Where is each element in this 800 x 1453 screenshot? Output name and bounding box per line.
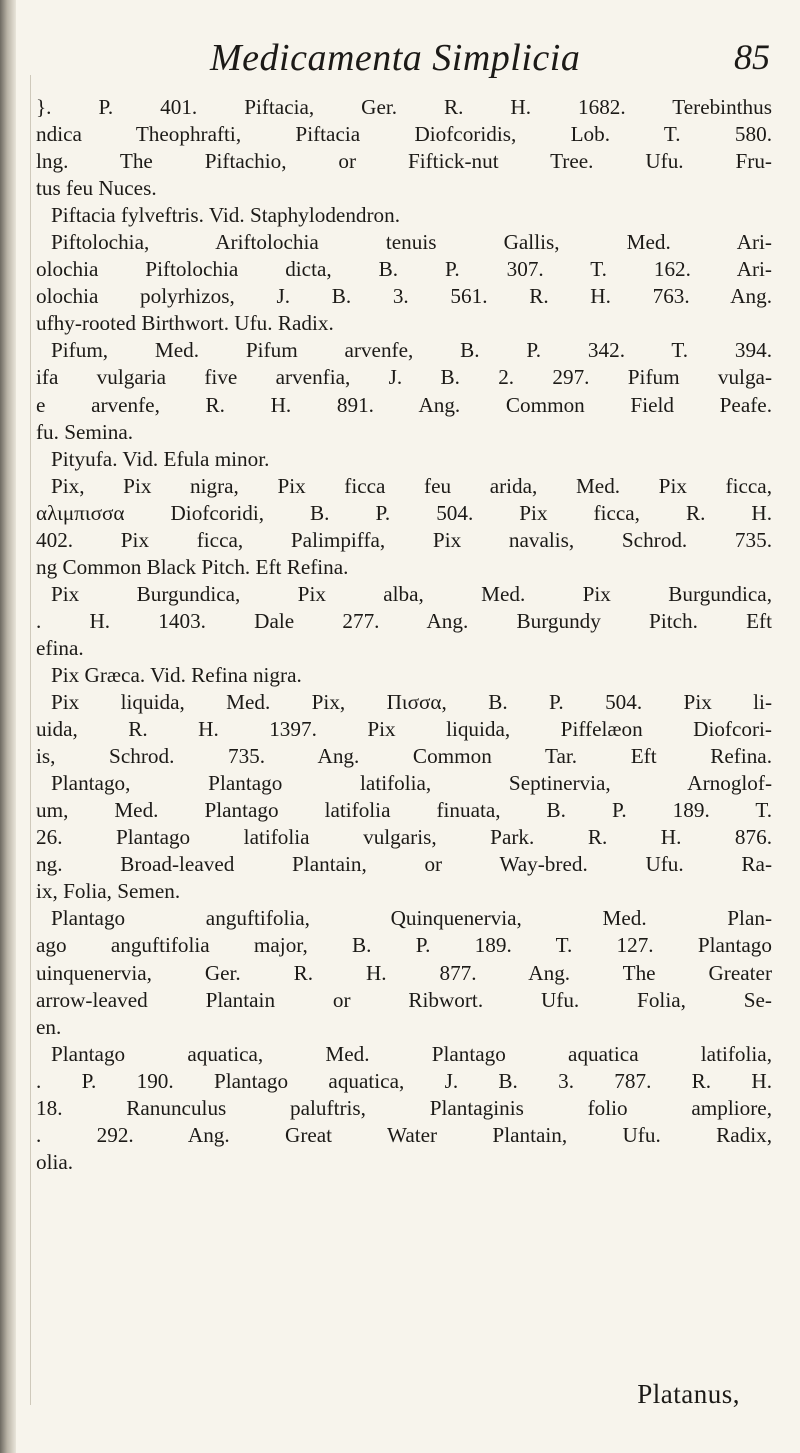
body-text bbox=[36, 94, 772, 1176]
text-line: uida, R. H. 1397. Pix liquida, Piffelæon Diofcori- bbox=[36, 717, 772, 742]
text-line: fu. Semina. bbox=[36, 419, 134, 444]
text-line: um, Med. Plantago latifolia finuata, B. P. 189. T. bbox=[36, 798, 772, 823]
text-line: ifa vulgaria five arvenfia, J. B. 2. 297. Pifum vulga- bbox=[36, 365, 772, 390]
text-line: Pix, Pix nigra, Pix ficca feu arida, Med. Pix ficca, bbox=[51, 473, 772, 498]
page-header bbox=[210, 36, 770, 86]
running-title: Medicamenta Simplicia bbox=[210, 37, 581, 79]
text-line: efina. bbox=[36, 635, 84, 660]
text-line: arrow-leaved Plantain or Ribwort. Ufu. Folia, Se- bbox=[36, 987, 772, 1012]
text-line: en. bbox=[36, 1014, 62, 1039]
text-line: Pifum, Med. Pifum arvenfe, B. P. 342. T. 394. bbox=[51, 338, 772, 363]
text-line: 26. Plantago latifolia vulgaris, Park. R. H. 876. bbox=[36, 825, 772, 850]
text-line: 402. Pix ficca, Palimpiffa, Pix navalis, Schrod. 735. bbox=[36, 527, 772, 552]
text-line: olochia polyrhizos, J. B. 3. 561. R. H. 763. Ang. bbox=[36, 284, 772, 309]
page-number: 85 bbox=[734, 37, 770, 77]
text-line: Piftolochia, Ariftolochia tenuis Gallis, Med. Ari- bbox=[51, 230, 772, 255]
text-line: Pityufa. Vid. Efula minor. bbox=[51, 446, 270, 471]
text-line: . H. 1403. Dale 277. Ang. Burgundy Pitch. Eft bbox=[36, 608, 772, 633]
text-line: αλιμπισσα Diofcoridi, B. P. 504. Pix ficca, R. H. bbox=[36, 500, 772, 525]
text-line: ix, Folia, Semen. bbox=[36, 879, 181, 904]
text-line: }. P. 401. Piftacia, Ger. R. H. 1682. Terebinthus bbox=[36, 95, 772, 119]
text-line: ng. Broad-leaved Plantain, or Way-bred. Ufu. Ra- bbox=[36, 852, 772, 877]
text-line: ufhy-rooted Birthwort. Ufu. Radix. bbox=[36, 311, 334, 336]
text-line: ng Common Black Pitch. Eft Refina. bbox=[36, 554, 349, 579]
text-line: olia. bbox=[36, 1149, 74, 1174]
text-line: Piftacia fylveftris. Vid. Staphylodendron. bbox=[51, 203, 401, 228]
text-line: 18. Ranunculus paluftris, Plantaginis folio ampliore, bbox=[36, 1095, 772, 1120]
text-line: Pix Græca. Vid. Refina nigra. bbox=[51, 662, 302, 687]
catchword: Platanus, bbox=[637, 1379, 740, 1409]
text-line: Pix liquida, Med. Pix, Πισσα, B. P. 504. Pix li- bbox=[51, 690, 772, 715]
text-line: olochia Piftolochia dicta, B. P. 307. T. 162. Ari- bbox=[36, 257, 772, 282]
text-line: Plantago, Plantago latifolia, Septinervia, Arnoglof- bbox=[51, 771, 772, 796]
text-line: lng. The Piftachio, or Fiftick-nut Tree. Ufu. Fru- bbox=[36, 149, 772, 174]
text-line: ago anguftifolia major, B. P. 189. T. 127. Plantago bbox=[36, 933, 772, 958]
text-line: Plantago aquatica, Med. Plantago aquatica latifolia, bbox=[51, 1041, 772, 1066]
text-line: . P. 190. Plantago aquatica, J. B. 3. 787. R. H. bbox=[36, 1068, 772, 1093]
text-line: Pix Burgundica, Pix alba, Med. Pix Burgundica, bbox=[51, 581, 772, 606]
text-line: uinquenervia, Ger. R. H. 877. Ang. The Greater bbox=[36, 960, 772, 985]
text-line: is, Schrod. 735. Ang. Common Tar. Eft Refina. bbox=[36, 744, 772, 769]
text-line: . 292. Ang. Great Water Plantain, Ufu. Radix, bbox=[36, 1122, 772, 1147]
gutter-edge-line bbox=[30, 75, 31, 1405]
text-line: tus feu Nuces. bbox=[36, 176, 157, 201]
text-line: ndica Theophrafti, Piftacia Diofcoridis, Lob. T. 580. bbox=[36, 122, 772, 147]
text-line: e arvenfe, R. H. 891. Ang. Common Field Peafe. bbox=[36, 392, 772, 417]
text-line: Plantago anguftifolia, Quinquenervia, Med. Plan- bbox=[51, 906, 772, 931]
book-gutter-shadow bbox=[0, 0, 16, 1453]
